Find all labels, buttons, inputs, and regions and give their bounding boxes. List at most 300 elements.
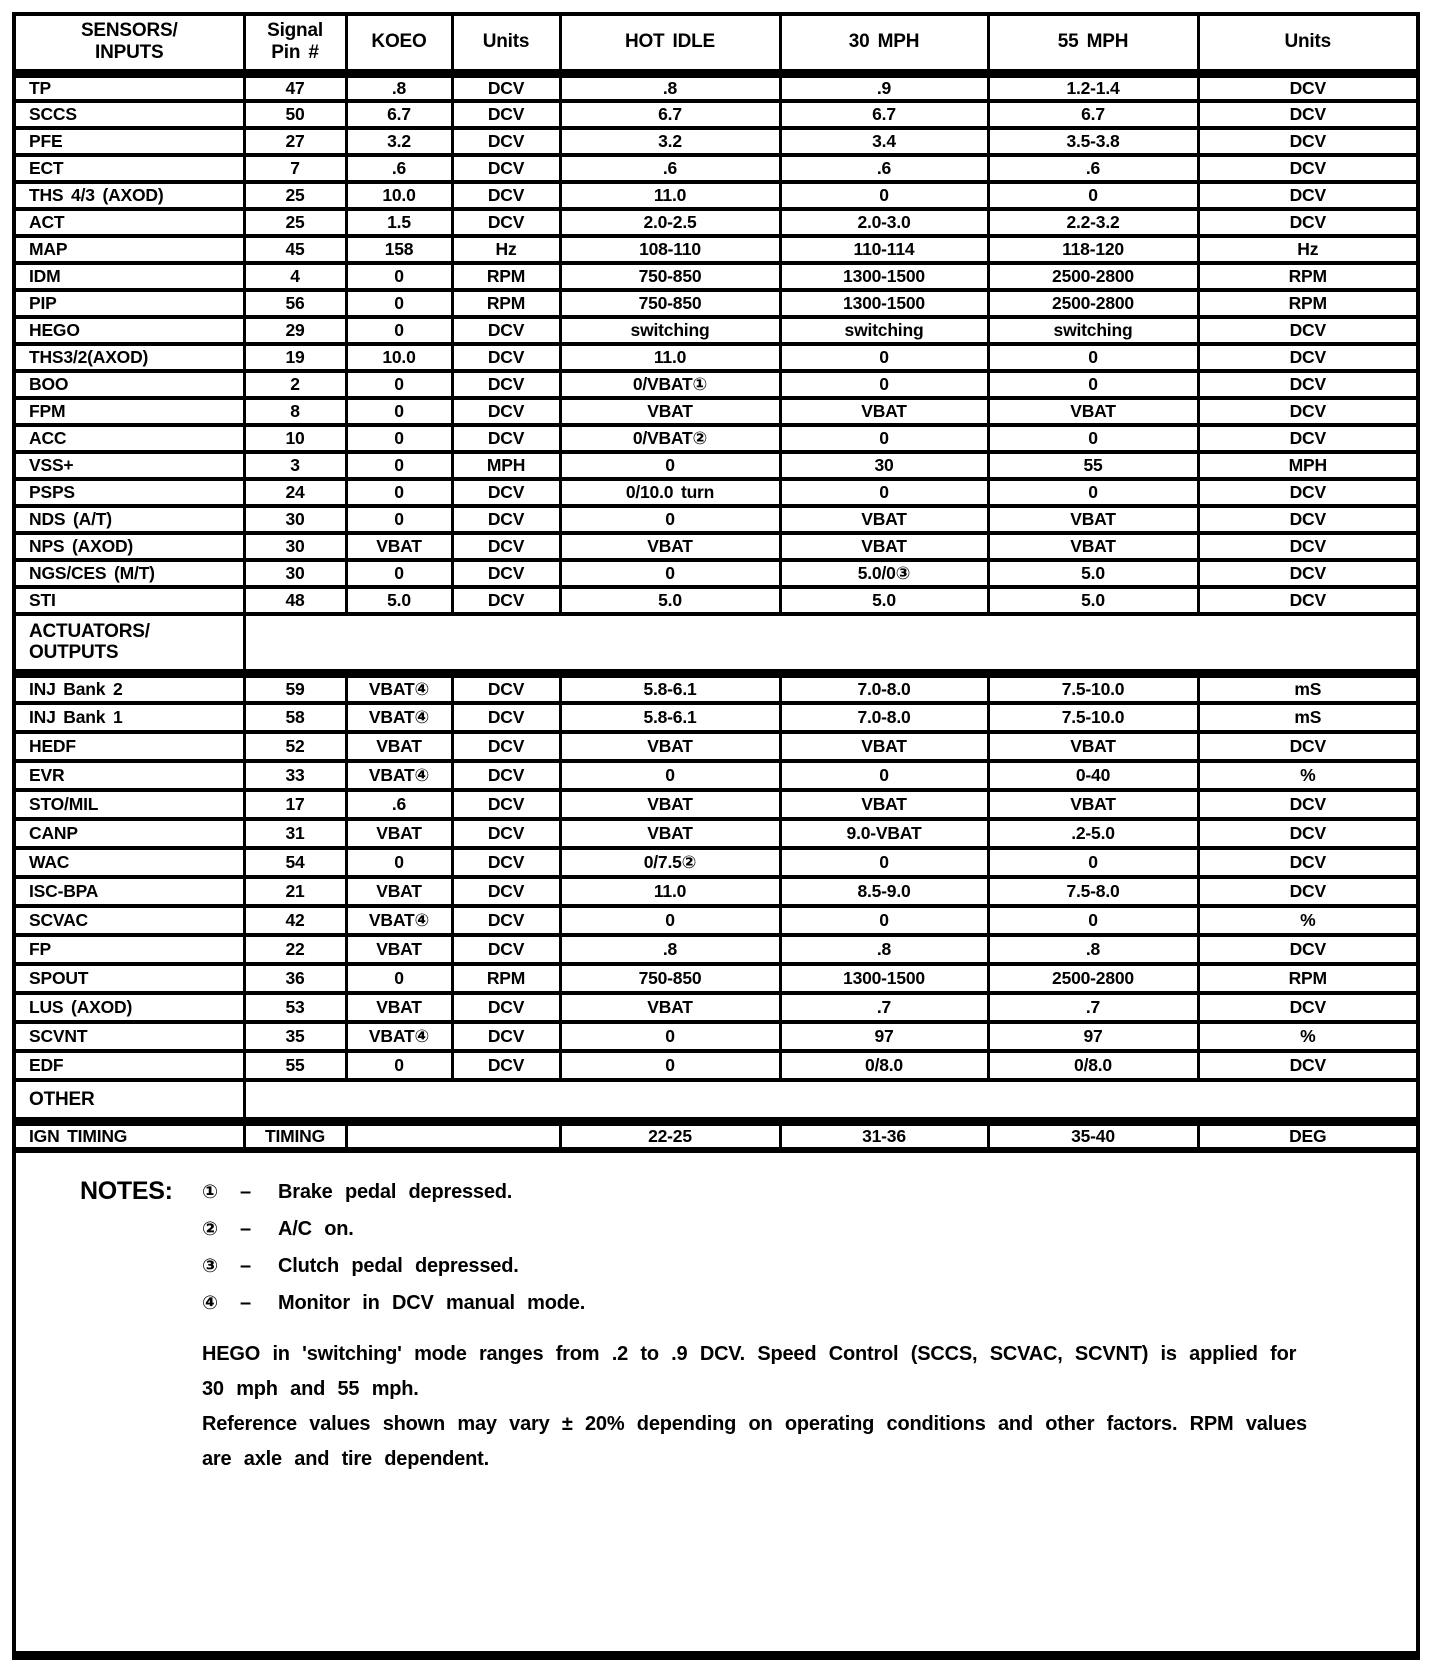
cell-units2: DCV xyxy=(1198,209,1416,236)
cell-mph30: .9 xyxy=(780,73,988,101)
section-header-row xyxy=(16,614,1416,674)
text-line: KOEO xyxy=(371,31,427,53)
cell-koeo: 5.0 xyxy=(346,587,452,614)
cell-name: NDS (A/T) xyxy=(16,506,244,533)
cell-mph30: 0 xyxy=(780,182,988,209)
cell-units: DCV xyxy=(452,877,560,906)
cell-name: NGS/CES (M/T) xyxy=(16,560,244,587)
table-row xyxy=(16,236,1416,263)
cell-hot_idle: 5.8-6.1 xyxy=(560,703,780,732)
cell-hot_idle: 11.0 xyxy=(560,182,780,209)
cell-mph30: .7 xyxy=(780,993,988,1022)
cell-hot_idle: 11.0 xyxy=(560,877,780,906)
cell-name: PSPS xyxy=(16,479,244,506)
cell-name: ISC-BPA xyxy=(16,877,244,906)
cell-units: DCV xyxy=(452,317,560,344)
table-row xyxy=(16,848,1416,877)
note-marker: ③ xyxy=(202,1256,219,1277)
cell-units: DCV xyxy=(452,182,560,209)
cell-units2: RPM xyxy=(1198,263,1416,290)
text-line: Pin # xyxy=(271,42,319,64)
cell-hot_idle: .6 xyxy=(560,155,780,182)
cell-name: IDM xyxy=(16,263,244,290)
cell-koeo-units-merged xyxy=(346,1122,560,1151)
cell-mph55: 7.5-10.0 xyxy=(988,674,1198,703)
cell-units: DCV xyxy=(452,128,560,155)
cell-koeo: VBAT④ xyxy=(346,1022,452,1051)
cell-units2: DCV xyxy=(1198,935,1416,964)
cell-units2: DCV xyxy=(1198,790,1416,819)
cell-mph30: switching xyxy=(780,317,988,344)
cell-koeo: 0 xyxy=(346,560,452,587)
cell-koeo: 0 xyxy=(346,479,452,506)
cell-hot_idle: 0/10.0 turn xyxy=(560,479,780,506)
cell-pin: 4 xyxy=(244,263,346,290)
cell-mph55: switching xyxy=(988,317,1198,344)
cell-name: IGN TIMING xyxy=(16,1122,244,1151)
text-line: OUTPUTS xyxy=(29,642,119,664)
text-line: Units xyxy=(1284,31,1331,53)
cell-units: RPM xyxy=(452,290,560,317)
cell-mph55: 5.0 xyxy=(988,560,1198,587)
note-item xyxy=(202,1181,1332,1218)
cell-units: DCV xyxy=(452,371,560,398)
cell-units: DCV xyxy=(452,344,560,371)
col-header-name xyxy=(16,16,244,73)
cell-pin: 19 xyxy=(244,344,346,371)
cell-units: DCV xyxy=(452,674,560,703)
cell-pin: 50 xyxy=(244,101,346,128)
cell-mph55: 0 xyxy=(988,371,1198,398)
cell-units: RPM xyxy=(452,964,560,993)
cell-units: DCV xyxy=(452,761,560,790)
cell-units: DCV xyxy=(452,935,560,964)
cell-mph30: 0 xyxy=(780,761,988,790)
cell-mph30: 1300-1500 xyxy=(780,964,988,993)
cell-name: INJ Bank 1 xyxy=(16,703,244,732)
cell-units: DCV xyxy=(452,101,560,128)
cell-units2: mS xyxy=(1198,674,1416,703)
cell-mph30: 7.0-8.0 xyxy=(780,703,988,732)
cell-mph55: 7.5-10.0 xyxy=(988,703,1198,732)
cell-units: DCV xyxy=(452,506,560,533)
cell-units2: % xyxy=(1198,1022,1416,1051)
text-line: Units xyxy=(482,31,530,53)
reference-table xyxy=(16,16,1416,1153)
cell-name: BOO xyxy=(16,371,244,398)
cell-units: MPH xyxy=(452,452,560,479)
cell-pin: 17 xyxy=(244,790,346,819)
table-row xyxy=(16,182,1416,209)
notes-paragraphs xyxy=(202,1337,1332,1477)
table-row xyxy=(16,425,1416,452)
cell-pin: 59 xyxy=(244,674,346,703)
cell-mph55: 0/8.0 xyxy=(988,1051,1198,1080)
cell-name: SPOUT xyxy=(16,964,244,993)
cell-pin: 2 xyxy=(244,371,346,398)
note-item xyxy=(202,1255,1332,1292)
cell-koeo: 0 xyxy=(346,964,452,993)
cell-koeo: 0 xyxy=(346,452,452,479)
cell-pin: 27 xyxy=(244,128,346,155)
cell-mph30: 110-114 xyxy=(780,236,988,263)
cell-mph55: VBAT xyxy=(988,790,1198,819)
cell-pin: 58 xyxy=(244,703,346,732)
table-row xyxy=(16,506,1416,533)
cell-units: DCV xyxy=(452,209,560,236)
section-header-row xyxy=(16,1080,1416,1122)
cell-units2: DCV xyxy=(1198,1051,1416,1080)
cell-hot_idle: 0 xyxy=(560,1051,780,1080)
cell-mph55: .6 xyxy=(988,155,1198,182)
cell-units: DCV xyxy=(452,73,560,101)
cell-hot_idle: switching xyxy=(560,317,780,344)
table-row xyxy=(16,587,1416,614)
cell-mph30: 0 xyxy=(780,848,988,877)
table-row xyxy=(16,155,1416,182)
text-line: 55 MPH xyxy=(1057,31,1129,53)
cell-units2: DEG xyxy=(1198,1122,1416,1151)
cell-hot_idle: 0 xyxy=(560,906,780,935)
cell-units2: RPM xyxy=(1198,964,1416,993)
cell-mph30: 31-36 xyxy=(780,1122,988,1151)
cell-units2: mS xyxy=(1198,703,1416,732)
cell-hot_idle: 0/VBAT② xyxy=(560,425,780,452)
note-marker: ② xyxy=(202,1219,219,1240)
cell-units: DCV xyxy=(452,906,560,935)
cell-name: PFE xyxy=(16,128,244,155)
cell-name: ACT xyxy=(16,209,244,236)
note-marker: ① xyxy=(202,1182,219,1203)
cell-mph30: 5.0/0③ xyxy=(780,560,988,587)
cell-mph55: 0 xyxy=(988,479,1198,506)
cell-units: DCV xyxy=(452,533,560,560)
cell-hot_idle: VBAT xyxy=(560,993,780,1022)
cell-koeo: VBAT④ xyxy=(346,674,452,703)
cell-pin: TIMING xyxy=(244,1122,346,1151)
cell-hot_idle: VBAT xyxy=(560,790,780,819)
cell-pin: 25 xyxy=(244,209,346,236)
cell-name: THS3/2(AXOD) xyxy=(16,344,244,371)
cell-units: DCV xyxy=(452,479,560,506)
cell-pin: 30 xyxy=(244,533,346,560)
table-row xyxy=(16,993,1416,1022)
note-text: Clutch pedal depressed. xyxy=(278,1255,519,1277)
cell-name: SCCS xyxy=(16,101,244,128)
cell-koeo: 10.0 xyxy=(346,182,452,209)
cell-mph30: 3.4 xyxy=(780,128,988,155)
table-row xyxy=(16,533,1416,560)
cell-mph30: 97 xyxy=(780,1022,988,1051)
cell-hot_idle: VBAT xyxy=(560,819,780,848)
cell-hot_idle: 5.8-6.1 xyxy=(560,674,780,703)
cell-hot_idle: 0 xyxy=(560,506,780,533)
cell-mph55: .7 xyxy=(988,993,1198,1022)
cell-mph55: 0 xyxy=(988,848,1198,877)
note-dash: – xyxy=(240,1292,252,1314)
cell-units2: DCV xyxy=(1198,533,1416,560)
cell-units2: DCV xyxy=(1198,344,1416,371)
table-row xyxy=(16,703,1416,732)
cell-mph55: 35-40 xyxy=(988,1122,1198,1151)
cell-units2: % xyxy=(1198,761,1416,790)
cell-units: DCV xyxy=(452,819,560,848)
notes-items xyxy=(202,1181,1332,1329)
cell-koeo: 1.5 xyxy=(346,209,452,236)
cell-mph55: 1.2-1.4 xyxy=(988,73,1198,101)
cell-pin: 36 xyxy=(244,964,346,993)
cell-units2: DCV xyxy=(1198,182,1416,209)
cell-mph30: VBAT xyxy=(780,732,988,761)
table-row xyxy=(16,101,1416,128)
cell-units: DCV xyxy=(452,732,560,761)
table-row xyxy=(16,1122,1416,1151)
cell-koeo: 0 xyxy=(346,1051,452,1080)
cell-hot_idle: .8 xyxy=(560,73,780,101)
cell-koeo: VBAT④ xyxy=(346,703,452,732)
section-spacer xyxy=(244,1080,1416,1122)
cell-koeo: VBAT④ xyxy=(346,761,452,790)
cell-units2: DCV xyxy=(1198,425,1416,452)
cell-name: VSS+ xyxy=(16,452,244,479)
cell-name: NPS (AXOD) xyxy=(16,533,244,560)
cell-mph55: 2500-2800 xyxy=(988,964,1198,993)
cell-units2: DCV xyxy=(1198,155,1416,182)
cell-mph55: 0-40 xyxy=(988,761,1198,790)
table-row xyxy=(16,479,1416,506)
cell-mph55: 0 xyxy=(988,182,1198,209)
cell-koeo: .8 xyxy=(346,73,452,101)
table-row xyxy=(16,73,1416,101)
cell-units: DCV xyxy=(452,425,560,452)
note-paragraph-line: 30 mph and 55 mph. xyxy=(202,1378,419,1400)
note-text: A/C on. xyxy=(278,1218,354,1240)
cell-hot_idle: 750-850 xyxy=(560,263,780,290)
cell-koeo: 6.7 xyxy=(346,101,452,128)
table-row xyxy=(16,906,1416,935)
cell-hot_idle: 0 xyxy=(560,761,780,790)
cell-units: DCV xyxy=(452,398,560,425)
cell-units: DCV xyxy=(452,587,560,614)
cell-koeo: VBAT xyxy=(346,877,452,906)
cell-koeo: 0 xyxy=(346,290,452,317)
table-row xyxy=(16,674,1416,703)
cell-mph55: 0 xyxy=(988,906,1198,935)
cell-hot_idle: 750-850 xyxy=(560,964,780,993)
cell-name: FPM xyxy=(16,398,244,425)
note-paragraph-line: Reference values shown may vary ± 20% depending on operating conditions and other factors. RPM values xyxy=(202,1413,1307,1435)
table-header xyxy=(16,16,1416,73)
cell-mph55: 0 xyxy=(988,344,1198,371)
cell-hot_idle: .8 xyxy=(560,935,780,964)
cell-mph55: VBAT xyxy=(988,506,1198,533)
cell-name: INJ Bank 2 xyxy=(16,674,244,703)
text-line: 30 MPH xyxy=(848,31,920,53)
cell-koeo: 0 xyxy=(346,317,452,344)
cell-mph55: 118-120 xyxy=(988,236,1198,263)
cell-units: DCV xyxy=(452,560,560,587)
table-outer-border xyxy=(12,12,1420,1660)
table-row xyxy=(16,317,1416,344)
cell-mph30: 9.0-VBAT xyxy=(780,819,988,848)
cell-units2: DCV xyxy=(1198,819,1416,848)
cell-mph55: 2500-2800 xyxy=(988,263,1198,290)
notes-section xyxy=(16,1153,1418,1498)
cell-units2: DCV xyxy=(1198,101,1416,128)
cell-units2: DCV xyxy=(1198,560,1416,587)
cell-name: FP xyxy=(16,935,244,964)
cell-hot_idle: 3.2 xyxy=(560,128,780,155)
cell-mph55: 0 xyxy=(988,425,1198,452)
cell-mph30: VBAT xyxy=(780,533,988,560)
note-text: Monitor in DCV manual mode. xyxy=(278,1292,586,1314)
cell-pin: 54 xyxy=(244,848,346,877)
cell-hot_idle: 5.0 xyxy=(560,587,780,614)
note-marker: ④ xyxy=(202,1293,219,1314)
cell-name: ECT xyxy=(16,155,244,182)
cell-units2: DCV xyxy=(1198,317,1416,344)
cell-units: RPM xyxy=(452,263,560,290)
table-row xyxy=(16,964,1416,993)
note-item xyxy=(202,1292,1332,1329)
cell-mph55: VBAT xyxy=(988,533,1198,560)
cell-units2: DCV xyxy=(1198,479,1416,506)
cell-koeo: 0 xyxy=(346,263,452,290)
cell-name: HEGO xyxy=(16,317,244,344)
cell-units2: RPM xyxy=(1198,290,1416,317)
cell-mph30: 0 xyxy=(780,425,988,452)
cell-name: ACC xyxy=(16,425,244,452)
cell-mph30: 0/8.0 xyxy=(780,1051,988,1080)
table-row xyxy=(16,790,1416,819)
table-row xyxy=(16,344,1416,371)
cell-units2: DCV xyxy=(1198,371,1416,398)
cell-mph30: 0 xyxy=(780,371,988,398)
cell-mph55: .8 xyxy=(988,935,1198,964)
cell-mph30: 0 xyxy=(780,344,988,371)
col-header-units xyxy=(452,16,560,73)
cell-mph55: 55 xyxy=(988,452,1198,479)
cell-pin: 56 xyxy=(244,290,346,317)
table-row xyxy=(16,371,1416,398)
table-row xyxy=(16,761,1416,790)
section-spacer xyxy=(244,614,1416,674)
cell-koeo: VBAT xyxy=(346,819,452,848)
cell-mph55: 6.7 xyxy=(988,101,1198,128)
cell-mph30: 2.0-3.0 xyxy=(780,209,988,236)
cell-units2: DCV xyxy=(1198,993,1416,1022)
cell-mph55: VBAT xyxy=(988,732,1198,761)
cell-pin: 25 xyxy=(244,182,346,209)
cell-hot_idle: 108-110 xyxy=(560,236,780,263)
cell-koeo: 3.2 xyxy=(346,128,452,155)
cell-pin: 31 xyxy=(244,819,346,848)
table-row xyxy=(16,1051,1416,1080)
table-row xyxy=(16,819,1416,848)
cell-hot_idle: 0/7.5② xyxy=(560,848,780,877)
cell-name: SCVAC xyxy=(16,906,244,935)
cell-koeo: VBAT④ xyxy=(346,906,452,935)
cell-pin: 29 xyxy=(244,317,346,344)
cell-units: DCV xyxy=(452,1022,560,1051)
cell-units2: DCV xyxy=(1198,506,1416,533)
cell-mph30: VBAT xyxy=(780,506,988,533)
cell-mph30: VBAT xyxy=(780,398,988,425)
cell-mph30: 8.5-9.0 xyxy=(780,877,988,906)
cell-koeo: 0 xyxy=(346,398,452,425)
section-title xyxy=(16,614,244,674)
cell-pin: 35 xyxy=(244,1022,346,1051)
text-line: ACTUATORS/ xyxy=(29,620,150,642)
note-dash: – xyxy=(240,1218,252,1240)
cell-units: DCV xyxy=(452,848,560,877)
note-text: Brake pedal depressed. xyxy=(278,1181,513,1203)
cell-units2: DCV xyxy=(1198,877,1416,906)
table-row xyxy=(16,560,1416,587)
cell-mph55: 3.5-3.8 xyxy=(988,128,1198,155)
cell-pin: 22 xyxy=(244,935,346,964)
table-row xyxy=(16,263,1416,290)
table-row xyxy=(16,732,1416,761)
col-header-mph30 xyxy=(780,16,988,73)
cell-hot_idle: 2.0-2.5 xyxy=(560,209,780,236)
cell-units: Hz xyxy=(452,236,560,263)
cell-mph30: 6.7 xyxy=(780,101,988,128)
cell-mph55: 2500-2800 xyxy=(988,290,1198,317)
cell-mph30: 1300-1500 xyxy=(780,263,988,290)
cell-mph55: VBAT xyxy=(988,398,1198,425)
cell-koeo: 0 xyxy=(346,425,452,452)
text-line: INPUTS xyxy=(95,42,164,64)
cell-mph55: .2-5.0 xyxy=(988,819,1198,848)
cell-pin: 3 xyxy=(244,452,346,479)
cell-mph30: VBAT xyxy=(780,790,988,819)
cell-mph30: 7.0-8.0 xyxy=(780,674,988,703)
cell-units: DCV xyxy=(452,1051,560,1080)
table-row xyxy=(16,398,1416,425)
col-header-koeo xyxy=(346,16,452,73)
cell-units2: DCV xyxy=(1198,73,1416,101)
cell-mph55: 2.2-3.2 xyxy=(988,209,1198,236)
cell-koeo: 0 xyxy=(346,848,452,877)
cell-name: PIP xyxy=(16,290,244,317)
cell-koeo: VBAT xyxy=(346,732,452,761)
cell-koeo: VBAT xyxy=(346,935,452,964)
cell-name: EDF xyxy=(16,1051,244,1080)
cell-pin: 24 xyxy=(244,479,346,506)
cell-units2: Hz xyxy=(1198,236,1416,263)
cell-name: CANP xyxy=(16,819,244,848)
cell-mph30: 0 xyxy=(780,479,988,506)
cell-hot_idle: 0 xyxy=(560,560,780,587)
cell-pin: 7 xyxy=(244,155,346,182)
text-line: SENSORS/ xyxy=(80,19,178,41)
text-line: Signal xyxy=(267,19,323,41)
cell-pin: 33 xyxy=(244,761,346,790)
cell-hot_idle: 11.0 xyxy=(560,344,780,371)
cell-mph55: 7.5-8.0 xyxy=(988,877,1198,906)
cell-units2: DCV xyxy=(1198,848,1416,877)
text-line: OTHER xyxy=(29,1088,95,1110)
cell-mph55: 97 xyxy=(988,1022,1198,1051)
cell-name: TP xyxy=(16,73,244,101)
cell-pin: 10 xyxy=(244,425,346,452)
note-paragraph-line: are axle and tire dependent. xyxy=(202,1448,489,1470)
col-header-hot_idle xyxy=(560,16,780,73)
cell-pin: 48 xyxy=(244,587,346,614)
cell-pin: 30 xyxy=(244,506,346,533)
cell-pin: 8 xyxy=(244,398,346,425)
